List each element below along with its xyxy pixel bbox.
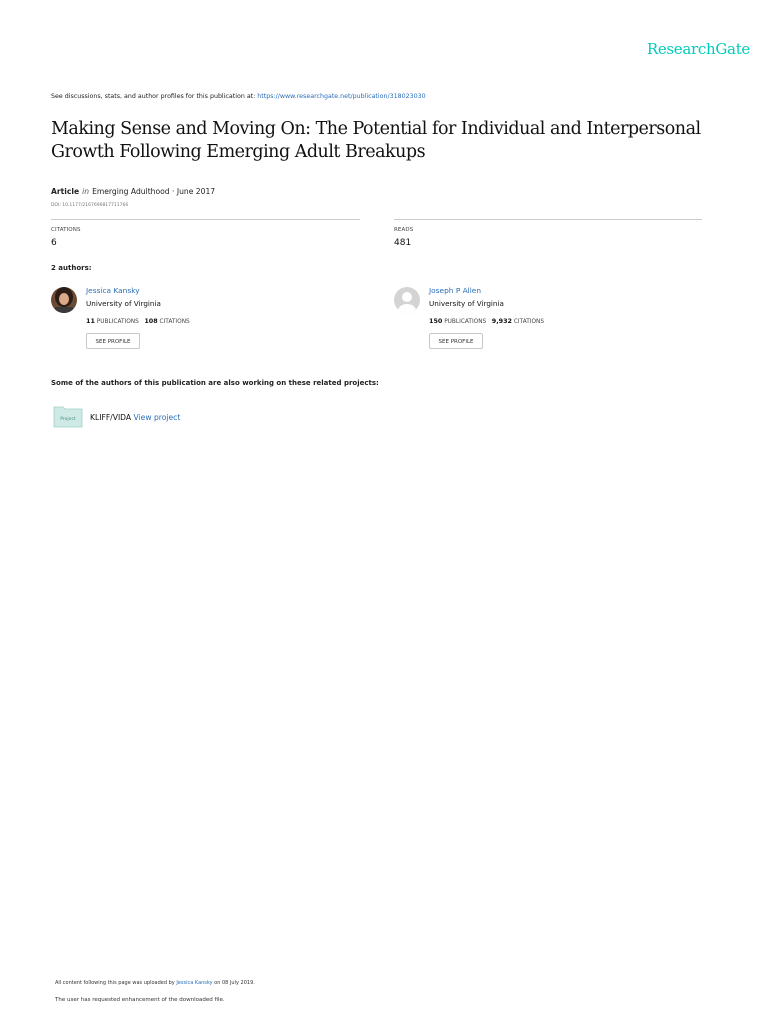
publication-meta bbox=[51, 187, 215, 196]
author-name-link[interactable]: Jessica Kansky bbox=[86, 286, 140, 295]
article-type: Article bbox=[51, 187, 80, 196]
divider-right bbox=[394, 219, 702, 220]
citations-label: CITATIONS bbox=[513, 319, 545, 325]
project-line bbox=[90, 413, 180, 422]
publications-count: 11 bbox=[86, 317, 95, 325]
citations-count: 9,932 bbox=[491, 317, 512, 325]
citations-label: CITATIONS bbox=[51, 227, 81, 233]
author-name-link[interactable]: Joseph P Allen bbox=[429, 286, 482, 295]
citations-label: CITATIONS bbox=[159, 319, 190, 325]
journal-name: Emerging Adulthood · June 2017 bbox=[92, 187, 216, 196]
reads-label: READS bbox=[394, 227, 414, 233]
project-folder-icon bbox=[53, 405, 83, 428]
author-card bbox=[51, 286, 351, 356]
publications-label: PUBLICATIONS bbox=[96, 319, 139, 325]
upload-prefix: All content following this page was uploaded by bbox=[55, 980, 177, 986]
author-stats bbox=[86, 317, 190, 325]
default-avatar-icon[interactable] bbox=[394, 287, 420, 313]
citations-value: 6 bbox=[51, 238, 57, 248]
publications-count: 150 bbox=[429, 317, 443, 325]
see-profile-button[interactable]: SEE PROFILE bbox=[429, 333, 483, 349]
in-label: in bbox=[82, 187, 90, 196]
view-project-link[interactable]: View project bbox=[133, 413, 181, 422]
authors-heading: 2 authors: bbox=[51, 264, 92, 272]
discussion-text: See discussions, stats, and author profiles for this publication at: bbox=[51, 93, 258, 100]
project-icon-label: Project bbox=[60, 417, 76, 422]
author-stats bbox=[429, 317, 544, 325]
researchgate-logo[interactable]: ResearchGate bbox=[646, 40, 750, 58]
publications-label: PUBLICATIONS bbox=[444, 319, 487, 325]
publication-url-link[interactable]: https://www.researchgate.net/publication/318023030 bbox=[257, 93, 426, 100]
author-card bbox=[394, 286, 694, 356]
uploader-link[interactable]: Jessica Kansky bbox=[176, 980, 213, 986]
divider-left bbox=[51, 219, 360, 220]
author-institution: University of Virginia bbox=[86, 299, 161, 308]
project-name: KLIFF/VIDA bbox=[90, 413, 132, 422]
author-institution: University of Virginia bbox=[429, 299, 504, 308]
reads-value: 481 bbox=[394, 238, 412, 248]
upload-note bbox=[55, 980, 255, 986]
citations-count: 108 bbox=[144, 317, 158, 325]
discussion-line bbox=[51, 93, 426, 100]
doi: DOI: 10.1177/2167696817711766 bbox=[51, 203, 129, 208]
see-profile-button[interactable]: SEE PROFILE bbox=[86, 333, 140, 349]
upload-suffix: on 08 July 2019. bbox=[212, 980, 255, 986]
author-photo[interactable] bbox=[51, 287, 77, 313]
related-projects-heading: Some of the authors of this publication are also working on these related projects: bbox=[51, 379, 379, 387]
publication-title: Making Sense and Moving On: The Potential for Individual and Interpersonal Growth Following Emerging Adult Breakups bbox=[51, 119, 701, 162]
enhancement-note: The user has requested enhancement of the downloaded file. bbox=[55, 997, 225, 1003]
